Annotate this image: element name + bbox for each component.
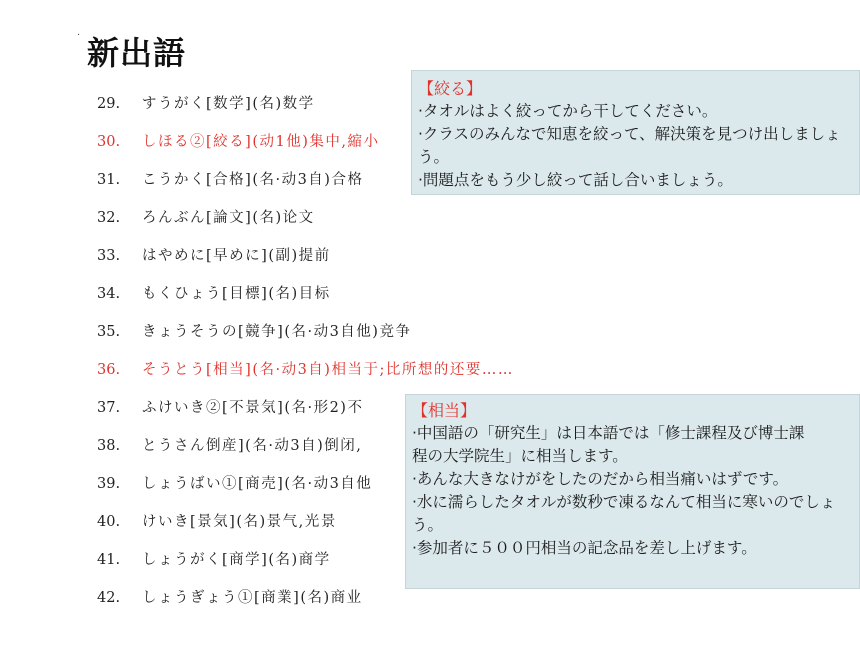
example-note-soutou xyxy=(405,394,860,589)
vocab-item: 32. ろんぶん[論文](名)论文 xyxy=(97,210,315,226)
vocab-item: 35. きょうそうの[競争](名·动3自他)竞争 xyxy=(97,324,412,340)
note-header: 【相当】 xyxy=(412,401,477,420)
note-line: ·あんな大きなけがをしたのだから相当痛いはずです。 xyxy=(412,470,789,488)
bullet-dot: · xyxy=(77,30,81,41)
note-header: 【絞る】 xyxy=(418,79,483,98)
vocab-item: 29. すうがく[数学](名)数学 xyxy=(97,96,315,112)
note-line: ·水に濡らしたタオルが数秒で凍るなんて相当に寒いのでしょ xyxy=(412,493,836,511)
vocab-item: 38. とうさん倒産](名·动3自)倒闭, xyxy=(97,438,363,454)
vocab-item: 39. しょうばい①[商売](名·动3自他 xyxy=(97,476,373,492)
example-note-shiboru xyxy=(411,70,860,195)
vocab-item: 31. こうかく[合格](名·动3自)合格 xyxy=(97,172,364,188)
note-line: ·中国語の「研究生」は日本語では「修士課程及び博士課 xyxy=(412,424,805,442)
note-line: ·クラスのみんなで知恵を絞って、解決策を見つけ出しましょ xyxy=(418,125,841,143)
note-line: ·タオルはよく絞ってから干してください。 xyxy=(418,102,718,120)
vocab-item: 41. しょうがく[商学](名)商学 xyxy=(97,552,331,568)
note-line: ·問題点をもう少し絞って話し合いましょう。 xyxy=(418,171,733,189)
vocab-item: 36. そうとう[相当](名·动3自)相当于;比所想的还要…… xyxy=(97,362,514,378)
vocab-item: 40. けいき[景気](名)景气,光景 xyxy=(97,514,337,530)
vocab-item: 34. もくひょう[目標](名)目标 xyxy=(97,286,331,302)
vocab-item: 30. しほる②[絞る](动1他)集中,縮小 xyxy=(97,134,380,150)
page-title: 新出語 xyxy=(87,34,187,72)
note-line: ·参加者に５００円相当の記念品を差し上げます。 xyxy=(412,539,757,557)
note-line: う。 xyxy=(418,148,450,166)
note-line: 程の大学院生」に相当します。 xyxy=(412,447,628,465)
vocab-item: 42. しょうぎょう①[商業](名)商业 xyxy=(97,590,363,606)
vocab-item: 33. はやめに[早めに](副)提前 xyxy=(97,248,331,264)
note-line: う。 xyxy=(412,516,444,534)
vocab-item: 37. ふけいき②[不景気](名·形2)不 xyxy=(97,400,364,416)
